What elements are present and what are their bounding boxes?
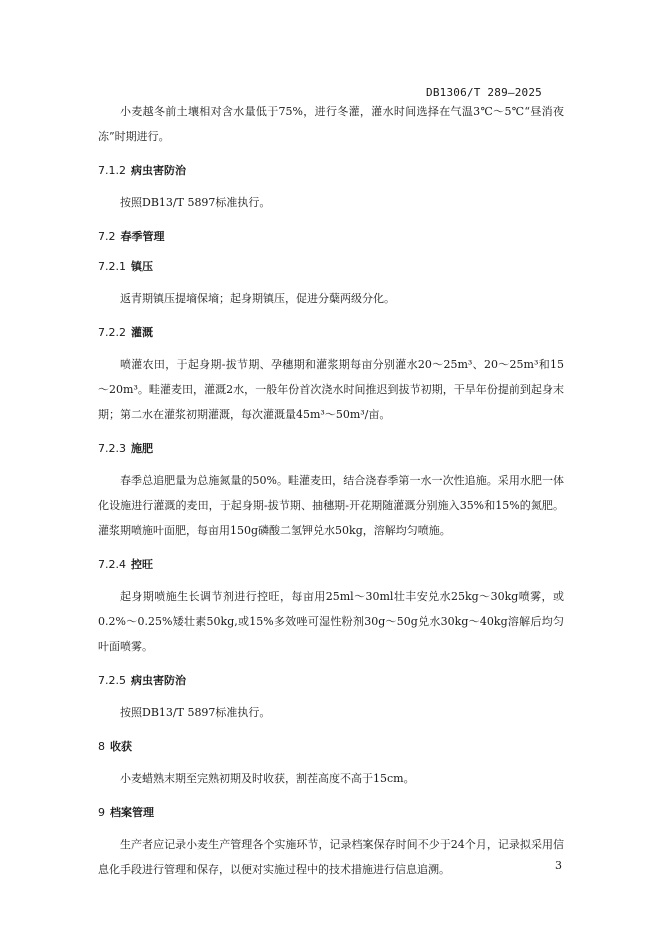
heading-title: 镇压	[131, 260, 153, 273]
heading-9	[98, 805, 564, 821]
heading-title: 控旺	[131, 558, 153, 571]
paragraph-7-1-2: 按照DB13/T 5897标准执行。	[120, 196, 271, 209]
heading-7-2-1	[98, 259, 564, 275]
heading-number: 9	[98, 806, 105, 819]
document-body	[98, 99, 564, 882]
heading-number: 7.2.1	[98, 260, 126, 273]
paragraph-7-2-5: 按照DB13/T 5897标准执行。	[120, 706, 271, 719]
paragraph-8: 小麦蜡熟末期至完熟初期及时收获，割茬高度不高于15cm。	[120, 772, 415, 785]
heading-7-1-2	[98, 163, 564, 179]
heading-number: 7.2.2	[98, 326, 126, 339]
heading-title: 灌溉	[131, 326, 153, 339]
heading-title: 档案管理	[110, 806, 154, 819]
heading-7-2-5	[98, 673, 564, 689]
heading-number: 7.2	[98, 230, 116, 243]
document-header-code: DB1306/T 289—2025	[426, 86, 542, 99]
heading-number: 7.2.5	[98, 674, 126, 687]
heading-7-2	[98, 229, 564, 245]
page-number: 3	[555, 859, 562, 872]
heading-7-2-2	[98, 325, 564, 341]
heading-number: 7.2.3	[98, 442, 126, 455]
heading-7-2-3	[98, 441, 564, 457]
paragraph-winter-irrigation: 小麦越冬前土壤相对含水量低于75%，进行冬灌，灌水时间选择在气温3℃～5℃“昼消夜冻”时期进行。	[98, 105, 564, 143]
heading-title: 施肥	[131, 442, 153, 455]
paragraph-9: 生产者应记录小麦生产管理各个实施环节，记录档案保存时间不少于24个月，记录拟采用信息化手段进行管理和保存，以便对实施过程中的技术措施进行信息追溯。	[98, 838, 564, 876]
paragraph-7-2-3: 春季总追肥量为总施氮量的50%。畦灌麦田，结合浇春季第一水一次性追施。采用水肥一体化设施进行灌溉的麦田，于起身期-拔节期、抽穗期-开花期随灌溉分别施入35%和15%的氮肥。灌浆期喷施叶面肥，每亩用150g磷酸二氢钾兑水50kg，溶解均匀喷施。	[98, 474, 564, 537]
paragraph-7-2-4: 起身期喷施生长调节剂进行控旺，每亩用25ml～30ml壮丰安兑水25kg～30kg喷雾，或0.2%～0.25%矮壮素50kg,或15%多效唑可湿性粉剂30g～50g兑水30kg～40kg溶解后均匀叶面喷雾。	[98, 590, 564, 653]
heading-title: 病虫害防治	[131, 674, 186, 687]
heading-title: 病虫害防治	[131, 164, 186, 177]
paragraph-7-2-2: 喷灌农田，于起身期-拔节期、孕穗期和灌浆期每亩分别灌水20～25m³、20～25m³和15～20m³。畦灌麦田，灌溉2水，一般年份首次浇水时间推迟到拔节初期，干旱年份提前到起身末期；第二水在灌浆初期灌溉，每次灌溉量45m³～50m³/亩。	[98, 358, 564, 421]
paragraph-7-2-1: 返青期镇压提墒保墒；起身期镇压，促进分蘖两级分化。	[120, 292, 395, 305]
heading-title: 收获	[110, 740, 132, 753]
heading-number: 8	[98, 740, 105, 753]
heading-7-2-4	[98, 557, 564, 573]
heading-number: 7.1.2	[98, 164, 126, 177]
heading-8	[98, 739, 564, 755]
heading-number: 7.2.4	[98, 558, 126, 571]
heading-title: 春季管理	[120, 230, 165, 243]
